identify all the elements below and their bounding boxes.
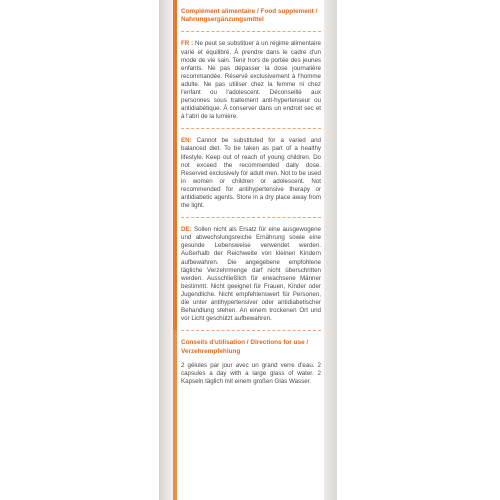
box-shadow — [159, 0, 173, 500]
label-text — [181, 8, 321, 386]
usage-text: 2 gélules par jour avec un grand verre d'eau. 2 capsules a day with a large glass of water. 2 Kapseln täglich mit einem großen Glas Wasser. — [181, 361, 321, 385]
de-label: DE: — [181, 226, 192, 234]
fr-label: FR : — [181, 40, 194, 48]
usage-heading: Conseils d'utilisation / Directions for use / Verzehrempfehlung — [181, 339, 309, 355]
dashed-divider — [181, 330, 321, 331]
de-text: Sollen nicht als Ersatz für eine ausgewogene und abwechslungsreiche Ernährung sowie eine gesunde Lebensweise verwendet werden. Außerhalb der Reichweite von kleinen Kindern aufbewahren. Die angegebene empfohlene tägliche Verzehrmenge darf nicht überschritten werden. Ausschließlich für erwachsene Männer bestimmt. Nicht geeignet für Frauen, Kinder oder Jugendliche. Nicht empfehlenswert für Personen, die unter antihypertensiver oder antidiabetischer Behandlung stehen. An einem trockenen Ort und vor Licht geschützt aufbewahren. — [181, 226, 321, 323]
en-text: Cannot be substituted for a varied and balanced diet. To be taken as part of a healthy lifestyle. Keep out of reach of young children. Do not exceed the recommended daily dose. Reserved exclusively for adult men. Not to be used in women or children or adolescent. Not recommended for antihypertensive therapy or antidiabetic agents. Store in a dry place away from the light. — [181, 137, 321, 210]
box-edge — [324, 0, 337, 500]
en-label: EN: — [181, 137, 192, 145]
german-paragraph — [181, 226, 321, 323]
dashed-divider — [181, 31, 321, 32]
english-paragraph — [181, 137, 321, 210]
dashed-divider — [181, 128, 321, 129]
fr-text: Ne peut se substituer à un régime alimentaire varié et équilibré. À prendre dans le cadre d'un mode de vie sain. Tenir hors de portée des jeunes enfants. Ne pas dépasser la dose journalière recommandée. Réservé exclusivement à l'homme adulte. Ne pas utiliser chez la femme ni chez l'enfant ou l'adolescent. Déconseillé aux personnes sous traitement anti-hypertenseur ou antidiabétique. À conserver dans un endroit sec et à l'abri de la lumière. — [181, 40, 321, 121]
french-paragraph — [181, 40, 321, 121]
dashed-divider — [181, 217, 321, 218]
supplement-heading: Complément alimentaire / Food supplement / Nahrungsergänzungsmittel — [181, 8, 318, 24]
